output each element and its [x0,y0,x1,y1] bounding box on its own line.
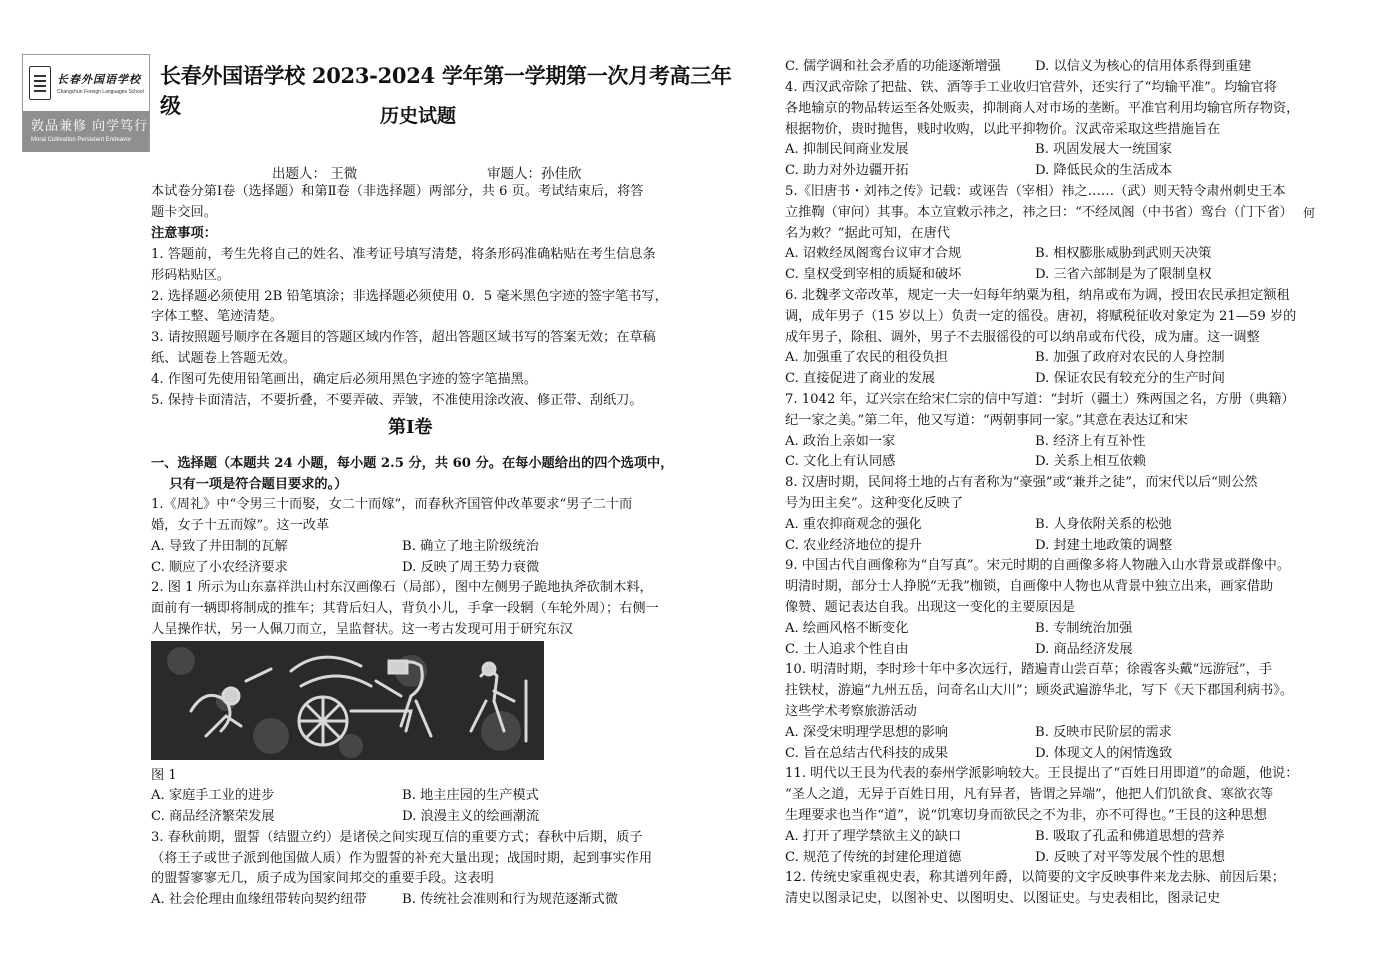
question-9-option-a: A. 绘画风格不断变化 [785,621,909,636]
question-1-stem: 1.《周礼》中“令男三十而娶，女二十而嫁”，而春秋齐国管仲改革要求“男子二十而 [151,497,633,512]
question-6-stem: 成年男子，除租、调外，男子不去服徭役的可以纳帛或布代役，成为庸。这一调整 [785,330,1260,345]
question-4-stem: 各地输京的物品转运至各处贩卖，抑制商人对市场的垄断。平准官利用均输官所存物资， [785,101,1300,116]
question-10-option-a: A. 深受宋明理学思想的影响 [785,725,948,740]
question-2-option-c: C. 商品经济繁荣发展 [151,809,275,824]
question-5-option-a: A. 诏敕经凤阁鸾台议审才合规 [785,246,962,261]
question-2-option-a: A. 家庭手工业的进步 [151,788,275,803]
question-6-option-c: C. 直接促进了商业的发展 [785,371,935,386]
section-heading: 一、选择题（本题共 24 小题，每小题 2.5 分，共 60 分。在每小题给出的四个选项中， [151,456,674,471]
question-10-option-b: B. 反映市民阶层的需求 [1035,725,1172,740]
question-12-stem: 12. 传统史家重视史表，称其谱列年爵，以简要的文字反映事件来龙去脉、前因后果； [785,870,1285,885]
question-5-option-c: C. 皇权受到宰相的质疑和破坏 [785,267,962,282]
question-4-option-b: B. 巩固发展大一统国家 [1035,142,1172,157]
question-3-stem: 3. 春秋前期，盟誓（结盟立约）是诸侯之间实现互信的重要方式；春秋中后期，质子 [151,830,643,845]
question-1-option-d: D. 反映了周王势力衰微 [402,560,540,575]
question-5-stem-tail: 何 [1303,206,1316,220]
question-2-option-b: B. 地主庄园的生产模式 [402,788,539,803]
school-logo-english: Changchun Foreign Languages School [57,89,144,95]
note-line: 4. 作图可先使用铅笔画出，确定后必须用黑色字迹的签字笔描黑。 [151,372,538,387]
note-line: 字体工整、笔迹清楚。 [151,309,283,324]
question-3-stem: （将王子或世子派到他国做人质）作为盟誓的补充大量出现；战国时期，起到事实作用 [151,851,653,866]
question-3-stem: 的盟誓寥寥无几，质子成为国家间邦交的重要手段。这表明 [151,871,494,886]
question-1-option-c: C. 顺应了小农经济要求 [151,560,288,575]
school-motto: 敦品兼修 向学笃行 [31,119,149,134]
question-9-option-c: C. 士人追求个性自由 [785,642,909,657]
note-line: 5. 保持卡面清洁，不要折叠，不要弄破、弄皱，不准使用涂改液、修正带、刮纸刀。 [151,393,643,408]
question-4-option-a: A. 抑制民间商业发展 [785,142,909,157]
exam-title: 长春外国语学校 2023-2024 学年第一学期第一次月考高三年级 [160,63,732,118]
note-line: 1. 答题前，考生先将自己的姓名、准考证号填写清楚，将条形码准确粘贴在考生信息条 [151,247,656,262]
question-3-option-c: C. 儒学调和社会矛盾的功能逐渐增强 [785,59,1001,74]
question-8-stem: 8. 汉唐时期，民间将土地的占有者称为“豪强”或“兼并之徒”，而宋代以后“则公然 [785,475,1258,490]
school-motto-english: Moral Cultivation Persistent Endeavor [31,137,132,143]
question-1-option-b: B. 确立了地主阶级统治 [402,539,539,554]
question-8-stem: 号为田主矣”。这种变化反映了 [785,496,964,511]
subject-title: 历史试题 [380,105,457,127]
question-6-option-a: A. 加强重了农民的租役负担 [785,350,948,365]
figure-1-caption: 图 1 [151,768,177,783]
question-10-stem: 10. 明清时期，李时珍十年中多次远行，踏遍青山尝百草；徐霞客头戴“远游冠”，手 [785,662,1273,677]
note-line: 形码粘贴区。 [151,268,231,283]
note-line: 2. 选择题必须使用 2B 铅笔填涂；非选择题必须使用 0．5 毫米黑色字迹的签字笔书写， [151,289,668,304]
question-9-option-b: B. 专制统治加强 [1035,621,1133,636]
question-5-option-d: D. 三省六部制是为了限制皇权 [1035,267,1212,282]
question-6-option-b: B. 加强了政府对农民的人身控制 [1035,350,1225,365]
question-8-option-c: C. 农业经济地位的提升 [785,538,922,553]
setter-line: 出题人： 王微 [272,166,358,182]
han-stone-relief-image [151,641,544,760]
question-10-option-d: D. 体现文人的闲情逸致 [1035,746,1173,761]
question-2-stem: 面前有一辆即将制成的推车；其背后妇人，背负小儿，手拿一段辋（车轮外周）；右侧一 [151,601,659,616]
section-heading: 只有一项是符合题目要求的。） [151,477,348,492]
school-emblem-icon [29,66,51,100]
question-9-option-d: D. 商品经济发展 [1035,642,1133,657]
question-9-stem: 明清时期，部分士人挣脱“无我”枷锁，自画像中人物也从背景中独立出来，画家借助 [785,579,1274,594]
note-line: 3. 请按照题号顺序在各题目的答题区域内作答，超出答题区域书写的答案无效；在草稿 [151,330,656,345]
question-10-stem: 拄铁杖，游遍“九州五岳，问奇名山大川”；顾炎武遍游华北，写下《天下郡国利病书》。 [785,683,1294,698]
question-6-stem: 6. 北魏孝文帝改革，规定一夫一妇每年纳粟为租，纳帛或布为调，授田农民承担定额租 [785,288,1290,303]
question-11-option-d: D. 反映了对平等发展个性的思想 [1035,850,1225,865]
question-11-stem: 11. 明代以王艮为代表的泰州学派影响较大。王艮提出了“百姓日用即道”的命题，他说： [785,766,1299,781]
question-2-stem: 人呈操作状，另一人佩刀而立，呈监督状。这一考古发现可用于研究东汉 [151,622,573,637]
school-logo-name: 长春外国语学校 [57,73,141,86]
question-1-stem: 婚，女子十五而嫁”。这一改革 [151,518,330,533]
question-4-stem: 根据物价，贵时抛售，贱时收购，以此平抑物价。汉武帝采取这些措施旨在 [785,122,1221,137]
intro-line: 本试卷分第Ⅰ卷（选择题）和第Ⅱ卷（非选择题）两部分，共 6 页。考试结束后，将答 [151,184,644,199]
question-4-option-c: C. 助力对外边疆开拓 [785,163,909,178]
question-3-option-d: D. 以信义为核心的信用体系得到重建 [1035,59,1252,74]
question-7-stem: 纪一家之美。”第二年，他又写道：“两朝事同一家。”其意在表达辽和宋 [785,413,1188,428]
note-line: 纸、试题卷上答题无效。 [151,351,297,366]
question-5-stem: 名为敕？”据此可知，在唐代 [785,226,950,241]
question-4-stem: 4. 西汉武帝除了把盐、铁、酒等手工业收归官营外，还实行了“均输平准”。均输官将 [785,80,1277,95]
question-6-option-d: D. 保证农民有较充分的生产时间 [1035,371,1225,386]
question-6-stem: 调，成年男子（15 岁以上）负责一定的徭役。唐初，将赋税征收对象定为 21—59 岁的 [785,309,1297,324]
question-8-option-b: B. 人身依附关系的松弛 [1035,517,1172,532]
notes-title: 注意事项： [151,226,217,241]
question-9-stem: 9. 中国古代自画像称为“自写真”。宋元时期的自画像多将人物融入山水背景或群像中。 [785,558,1291,573]
question-3-option-b: B. 传统社会准则和行为规范逐渐式微 [402,892,618,907]
intro-line: 题卡交回。 [151,205,217,220]
school-logo [22,54,150,152]
question-11-option-b: B. 吸取了孔孟和佛道思想的营养 [1035,829,1225,844]
volume-title: 第Ⅰ卷 [388,417,433,438]
question-7-option-d: D. 关系上相互依赖 [1035,454,1146,469]
question-11-stem: “圣人之道，无异于百姓日用，凡有异者，皆谓之异端”，他把人们饥欲食、寒欲衣等 [785,787,1274,802]
question-12-stem: 清史以图录记史，以图补史、以图明史、以图证史。与史表相比，图录记史 [785,891,1221,906]
question-5-stem: 立推鞫（审问）其事。本立宣敕示祎之，祎之曰：“不经凤阁（中书省）鸾台（门下省） [785,205,1293,220]
question-8-option-d: D. 封建土地政策的调整 [1035,538,1173,553]
question-11-option-c: C. 规范了传统的封建伦理道德 [785,850,962,865]
question-10-stem: 这些学术考察旅游活动 [785,704,917,719]
question-5-stem: 5.《旧唐书・刘祎之传》记载：或诬告（宰相）祎之……（武）则天特令肃州刺史王本 [785,184,1286,199]
question-7-option-b: B. 经济上有互补性 [1035,434,1146,449]
reviewer-line: 审题人：孙佳欣 [487,166,582,182]
question-2-stem: 2. 图 1 所示为山东嘉祥洪山村东汉画像石（局部），图中左侧男子跪地执斧砍制木料， [151,580,653,595]
question-7-option-c: C. 文化上有认同感 [785,454,896,469]
question-9-stem: 像赞、题记表达自我。出现这一变化的主要原因是 [785,600,1076,615]
question-10-option-c: C. 旨在总结古代科技的成果 [785,746,949,761]
question-8-option-a: A. 重农抑商观念的强化 [785,517,922,532]
question-1-option-a: A. 导致了井田制的瓦解 [151,539,288,554]
question-7-option-a: A. 政治上亲如一家 [785,434,896,449]
question-3-option-a: A. 社会伦理由血缘纽带转向契约纽带 [151,892,367,907]
question-11-stem: 生理要求也当作“道”，说“饥寒切身而欲民之不为非，亦不可得也。”王艮的这种思想 [785,808,1267,823]
question-11-option-a: A. 打开了理学禁欲主义的缺口 [785,829,962,844]
question-2-option-d: D. 浪漫主义的绘画潮流 [402,809,540,824]
question-5-option-b: B. 相权膨胀威胁到武则天决策 [1035,246,1212,261]
question-4-option-d: D. 降低民众的生活成本 [1035,163,1173,178]
question-7-stem: 7. 1042 年，辽兴宗在给宋仁宗的信中写道：“封圻（疆土）殊两国之名，方册（典籍） [785,392,1295,407]
